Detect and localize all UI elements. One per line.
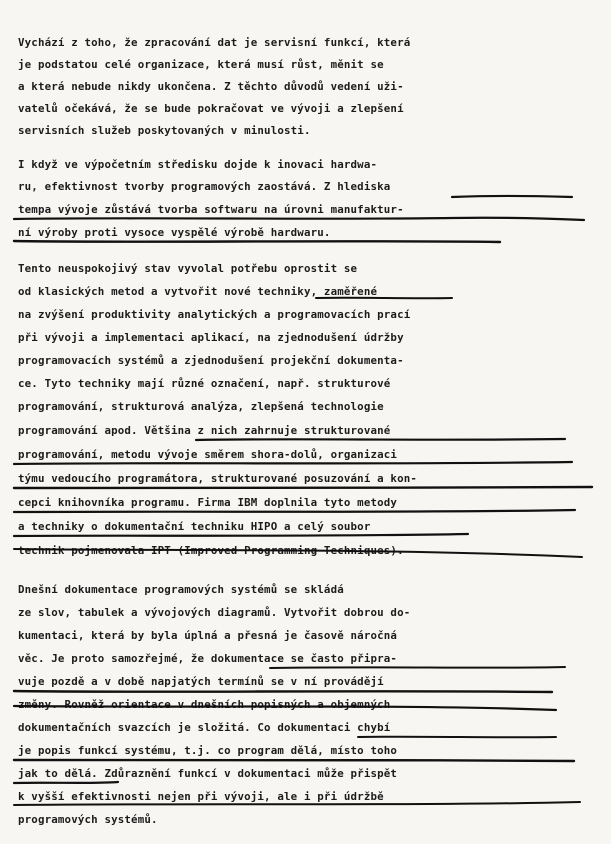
text-line: vuje pozdě a v době napjatých termínů se v ní provádějí <box>18 675 384 688</box>
underline-mark <box>14 534 468 536</box>
underline-mark <box>14 241 500 242</box>
underline-mark <box>14 487 592 488</box>
underline-mark <box>14 218 584 220</box>
underline-mark <box>14 782 118 783</box>
text-line: cepci knihovníka programu. Firma IBM doplnila tyto metody <box>18 496 398 509</box>
text-line: a techniky o dokumentační techniku HIPO a celý soubor <box>18 520 371 533</box>
text-line: programování, metodu vývoje směrem shora-dolů, organizaci <box>18 448 398 461</box>
text-line: na zvýšení produktivity analytických a programovacích prací <box>18 308 411 321</box>
text-line: tempa vývoje zůstává tvorba softwaru na úrovni manufaktur- <box>18 203 404 216</box>
underline-mark <box>14 760 574 761</box>
text-line: programových systémů. <box>18 813 158 826</box>
text-line: Dnešní dokumentace programových systémů se skládá <box>18 583 344 596</box>
text-line: Tento neuspokojivý stav vyvolal potřebu oprostit se <box>18 262 358 275</box>
text-line: a která nebude nikdy ukončena. Z těchto důvodů vedení uži- <box>18 80 404 93</box>
text-line: programování, strukturová analýza, zlepšená technologie <box>18 400 384 413</box>
text-line: změny. Rovněž orientace v dnešních popisných a objemných <box>18 698 391 711</box>
text-line: je popis funkcí systému, t.j. co program dělá, místo toho <box>18 744 398 757</box>
underline-mark <box>14 691 552 692</box>
text-line: kumentaci, která by byla úplná a přesná je časově náročná <box>18 629 398 642</box>
text-line: jak to dělá. Zdůraznění funkcí v dokumentaci může přispět <box>18 767 398 780</box>
text-line: k vyšší efektivnosti nejen při vývoji, ale i při údržbě <box>18 790 384 803</box>
text-line: ce. Tyto techniky mají různé označení, např. strukturové <box>18 377 391 390</box>
underline-mark <box>14 510 575 512</box>
text-line: programování apod. Většina z nich zahrnuje strukturované <box>18 424 391 437</box>
underline-mark <box>196 439 565 440</box>
underline-mark <box>270 667 565 668</box>
text-line: ru, efektivnost tvorby programových zaostává. Z hlediska <box>18 180 391 193</box>
text-line: dokumentačních svazcích je složitá. Co dokumentaci chybí <box>18 721 391 734</box>
text-line: od klasických metod a vytvořit nové techniky, zaměřené <box>18 285 378 298</box>
underline-mark <box>358 737 556 738</box>
underline-mark <box>14 462 572 464</box>
underline-mark <box>452 196 572 197</box>
text-line: vatelů očekává, že se bude pokračovat ve vývoji a zlepšení <box>18 102 404 115</box>
text-line: je podstatou celé organizace, která musí růst, měnit se <box>18 58 384 71</box>
text-line: při vývoji a implementaci aplikací, na zjednodušení údržby <box>18 331 404 344</box>
text-line: věc. Je proto samozřejmé, že dokumentace se často připra- <box>18 652 398 665</box>
text-line: technik pojmenovala IPT (Improved Programming Techniques). <box>18 544 404 557</box>
text-line: ze slov, tabulek a vývojových diagramů. Vytvořit dobrou do- <box>18 606 411 619</box>
text-line: Vychází z toho, že zpracování dat je servisní funkcí, která <box>18 36 411 49</box>
text-line: ní výroby proti vysoce vyspělé výrobě hardwaru. <box>18 226 331 239</box>
text-line: I když ve výpočetním středisku dojde k inovaci hardwa- <box>18 158 378 171</box>
text-line: týmu vedoucího programátora, strukturované posuzování a kon- <box>18 472 418 485</box>
text-line: programovacích systémů a zjednodušení projekční dokumenta- <box>18 354 404 367</box>
text-line: servisních služeb poskytovaných v minulosti. <box>18 124 311 137</box>
